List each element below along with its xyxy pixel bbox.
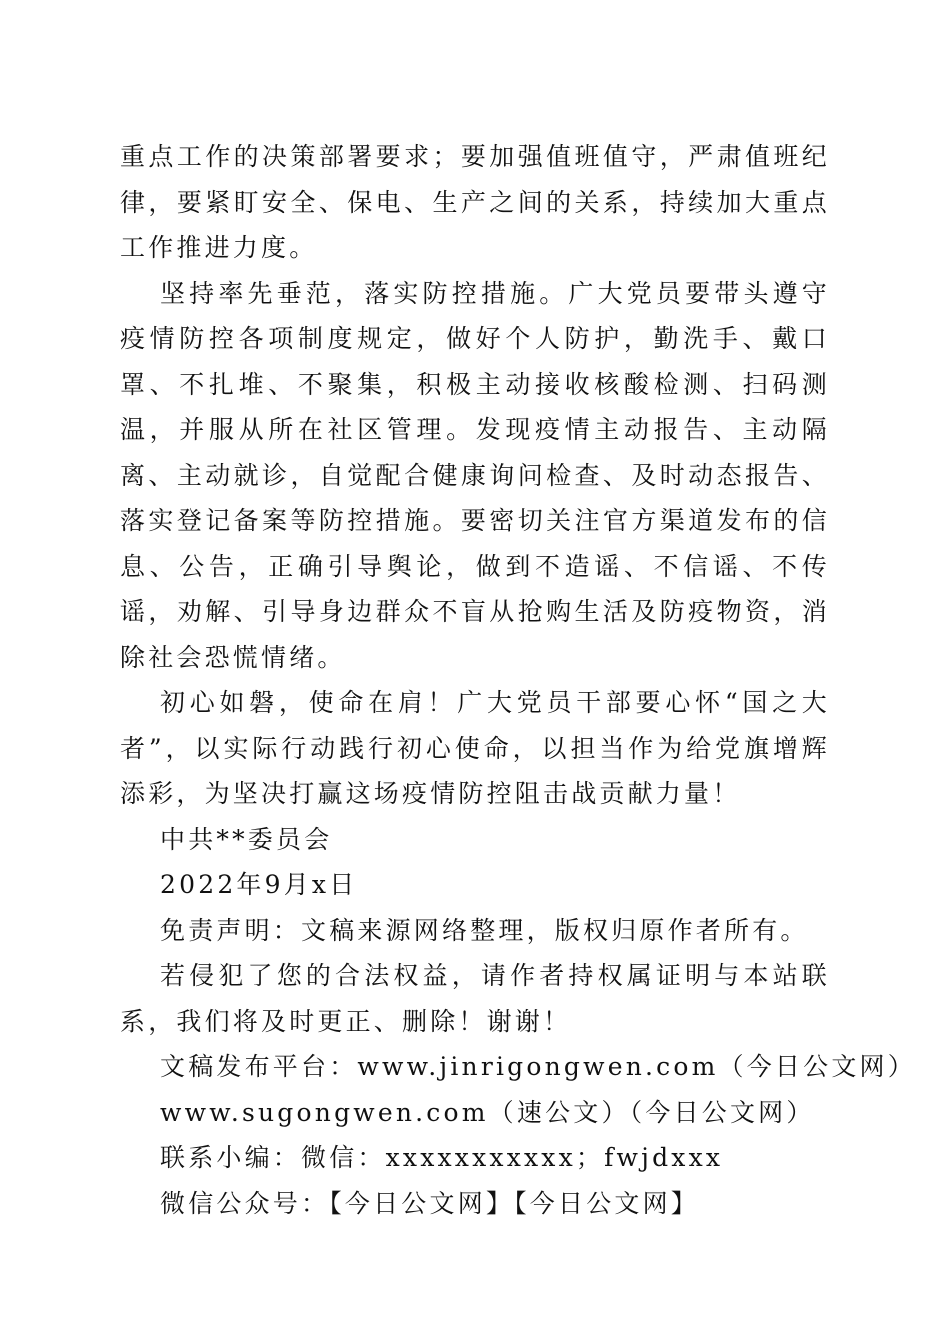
signature-organization: 中共**委员会 xyxy=(160,824,333,854)
disclaimer-line-1: 免责声明：文稿来源网络整理，版权归原作者所有。 xyxy=(160,915,809,945)
body-paragraph-1: 重点工作的决策部署要求；要加强值班值守，严肃值班纪律，要紧盯安全、保电、生产之间的关系，持续加大重点工作推进力度。 xyxy=(120,142,830,262)
footer-wechat-public: 微信公众号：【今日公文网】【今日公文网】 xyxy=(160,1188,700,1218)
footer-contact: 联系小编：微信：xxxxxxxxxxx；fwjdxxx xyxy=(160,1143,724,1172)
body-paragraph-2: 坚持率先垂范，落实防控措施。广大党员要带头遵守疫情防控各项制度规定，做好个人防护，勤洗手、戴口罩、不扎堆、不聚集，积极主动接收核酸检测、扫码测温，并服从所在社区管理。发现疫情主动报告、主动隔离、主动就诊，自觉配合健康询问检查、及时动态报告、落实登记备案等防控措施。要密切关注官方渠道发布的信息、公告，正确引导舆论，做到不造谣、不信谣、不传谣，劝解、引导身边群众不盲从抢购生活及防疫物资，消除社会恐慌情绪。 xyxy=(120,278,830,672)
disclaimer-line-2: 若侵犯了您的合法权益，请作者持权属证明与本站联系，我们将及时更正、删除！谢谢！ xyxy=(120,961,830,1036)
document-body xyxy=(120,134,916,1226)
footer-site-2: www.sugongwen.com（速公文）（今日公文网） xyxy=(160,1097,815,1127)
body-paragraph-3: 初心如磐，使命在肩！广大党员干部要心怀“国之大者”，以实际行动践行初心使命，以担当作为给党旗增辉添彩，为坚决打赢这场疫情防控阻击战贡献力量！ xyxy=(120,688,830,808)
footer-platform: 文稿发布平台：www.jinrigongwen.com（今日公文网） xyxy=(160,1052,916,1081)
signature-date: 2022年9月x日 xyxy=(160,870,358,899)
